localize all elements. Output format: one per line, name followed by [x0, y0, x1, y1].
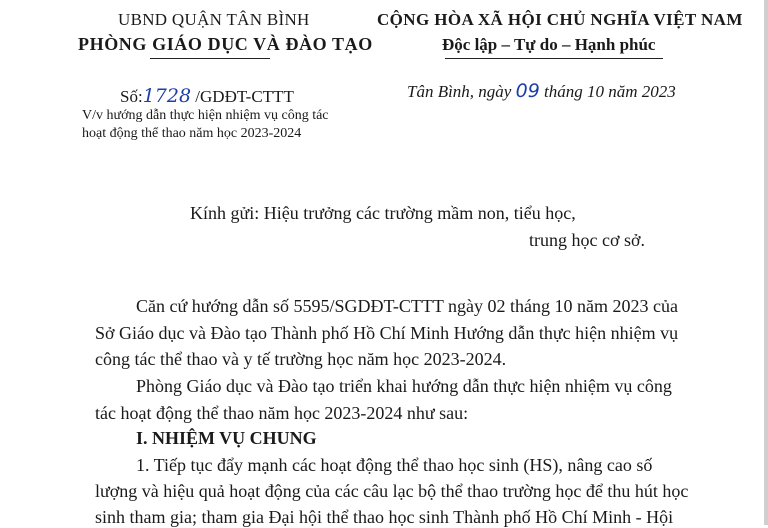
national-title: CỘNG HÒA XÃ HỘI CHỦ NGHĨA VIỆT NAM [377, 10, 743, 29]
left-org-line2: PHÒNG GIÁO DỤC VÀ ĐÀO TẠO [78, 34, 373, 54]
date-line [407, 80, 676, 102]
recipient-line-2: trung học cơ sở. [529, 230, 646, 250]
body-line-2: Sở Giáo dục và Đào tạo Thành phố Hồ Chí Minh Hướng dẫn thực hiện nhiệm vụ [95, 323, 679, 343]
subject-line-1: V/v hướng dẫn thực hiện nhiệm vụ công tác [82, 108, 329, 123]
subject-line-2: hoạt động thể thao năm học 2023-2024 [82, 126, 302, 141]
left-org-underline [150, 58, 270, 59]
date-day-handwritten: 09 [515, 80, 540, 102]
body-line-5: tác hoạt động thể thao năm học 2023-2024 như sau: [95, 403, 469, 423]
date-place: Tân Bình, ngày [407, 82, 516, 101]
document-number-line [120, 85, 294, 107]
body-line-4: Phòng Giáo dục và Đào tạo triển khai hướng dẫn thực hiện nhiệm vụ công [136, 376, 672, 396]
date-year: năm 2023 [604, 82, 676, 101]
body-line-3: công tác thể thao và y tế trường học năm học 2023-2024. [95, 349, 507, 369]
body-line-6: 1. Tiếp tục đẩy mạnh các hoạt động thể thao học sinh (HS), nâng cao số [136, 455, 653, 475]
national-motto-underline [445, 58, 663, 59]
document-number-prefix: Số: [120, 87, 143, 106]
body-line-8: sinh tham gia; tham gia Đại hội thể thao học sinh Thành phố Hồ Chí Minh - Hội [95, 507, 674, 527]
scan-edge [764, 0, 768, 525]
date-month: 10 [587, 82, 605, 101]
document-number-code: /GDĐT-CTTT [191, 87, 294, 106]
body-line-1: Căn cứ hướng dẫn số 5595/SGDĐT-CTTT ngày 02 tháng 10 năm 2023 của [136, 296, 678, 316]
body-line-7: lượng và hiệu quả hoạt động của các câu lạc bộ thể thao trường học để thu hút học [95, 481, 689, 501]
national-motto: Độc lập – Tự do – Hạnh phúc [442, 35, 656, 54]
section-heading-1: I. NHIỆM VỤ CHUNG [136, 428, 317, 448]
left-org-line1: UBND QUẬN TÂN BÌNH [118, 10, 310, 29]
recipient-line-1: Kính gửi: Hiệu trưởng các trường mầm non, tiểu học, [190, 203, 576, 223]
document-number-handwritten: 1728 [142, 85, 192, 107]
date-month-label: tháng [539, 82, 588, 101]
